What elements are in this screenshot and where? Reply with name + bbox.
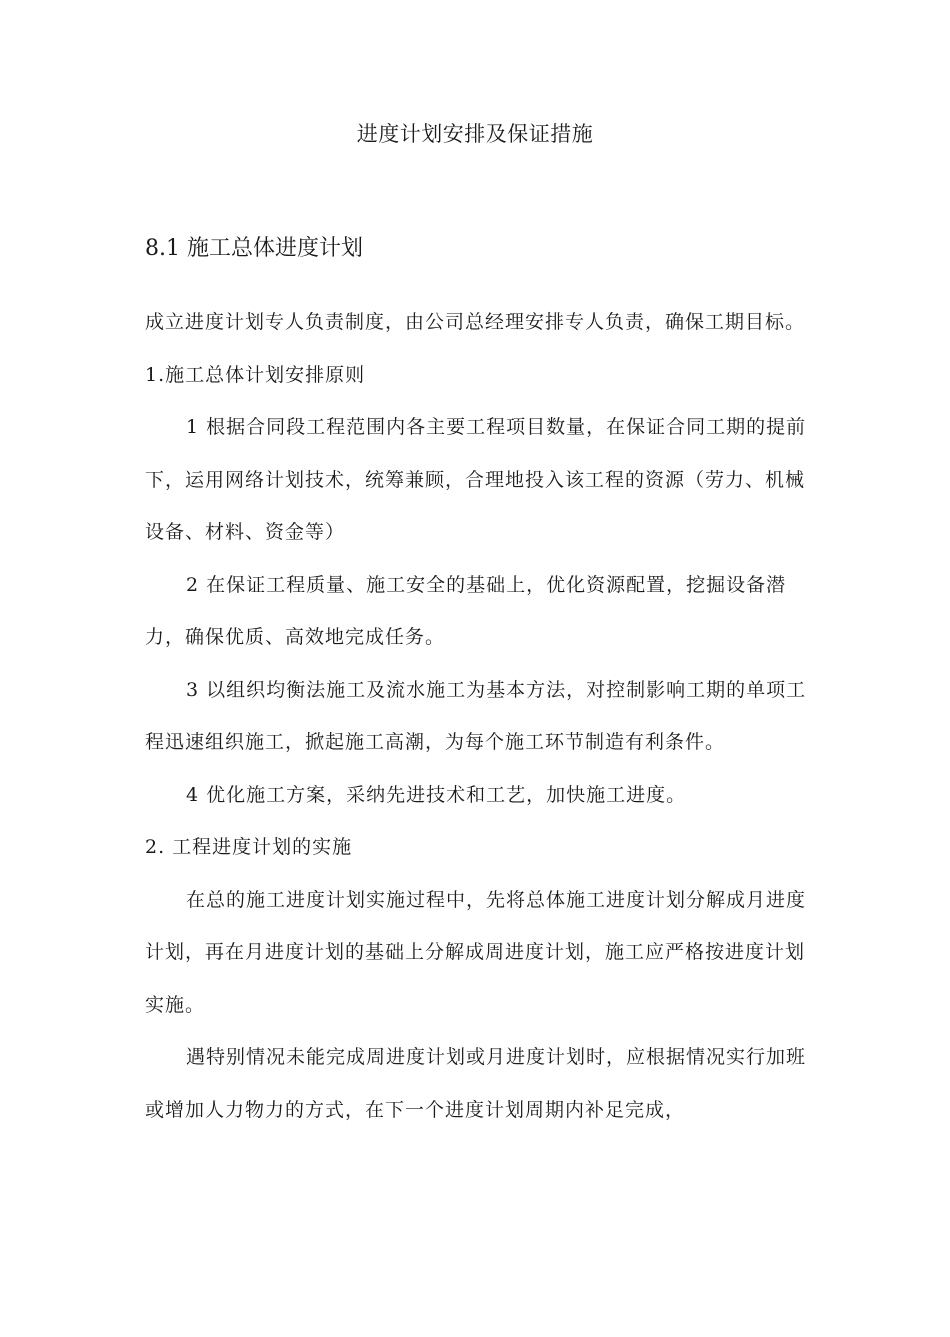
- subsection-heading-implementation: 2. 工程进度计划的实施: [145, 836, 353, 858]
- document-body: [145, 296, 813, 1136]
- document-title: 进度计划安排及保证措施: [356, 122, 594, 146]
- intro-paragraph: 成立进度计划专人负责制度，由公司总经理安排专人负责，确保工期目标。: [145, 311, 806, 333]
- principle-item-3: 3 以组织均衡法施工及流水施工为基本方法，对控制影响工期的单项工程迅速组织施工，掀起施工高潮，为每个施工环节制造有利条件。: [145, 678, 807, 753]
- subsection-heading-principles: 1.施工总体计划安排原则: [145, 363, 366, 386]
- principle-item-4: 4 优化施工方案，采纳先进技术和工艺，加快施工进度。: [186, 783, 687, 806]
- principle-item-2: 2 在保证工程质量、施工安全的基础上，优化资源配置，挖掘设备潜力，确保优质、高效地完成任务。: [145, 573, 787, 648]
- implementation-paragraph-2: 遇特别情况未能完成周进度计划或月进度计划时，应根据情况实行加班或增加人力物力的方式，在下一个进度计划周期内补足完成，: [145, 1046, 807, 1121]
- section-heading: 8.1 施工总体进度计划: [145, 236, 363, 261]
- implementation-paragraph-1: 在总的施工进度计划实施过程中，先将总体施工进度计划分解成月进度计划，再在月进度计划的基础上分解成周进度计划，施工应严格按进度计划实施。: [145, 888, 807, 1016]
- principle-item-1: 1 根据合同段工程范围内各主要工程项目数量，在保证合同工期的提前下，运用网络计划技术，统筹兼顾，合理地投入该工程的资源（劳力、机械设备、材料、资金等）: [145, 416, 807, 543]
